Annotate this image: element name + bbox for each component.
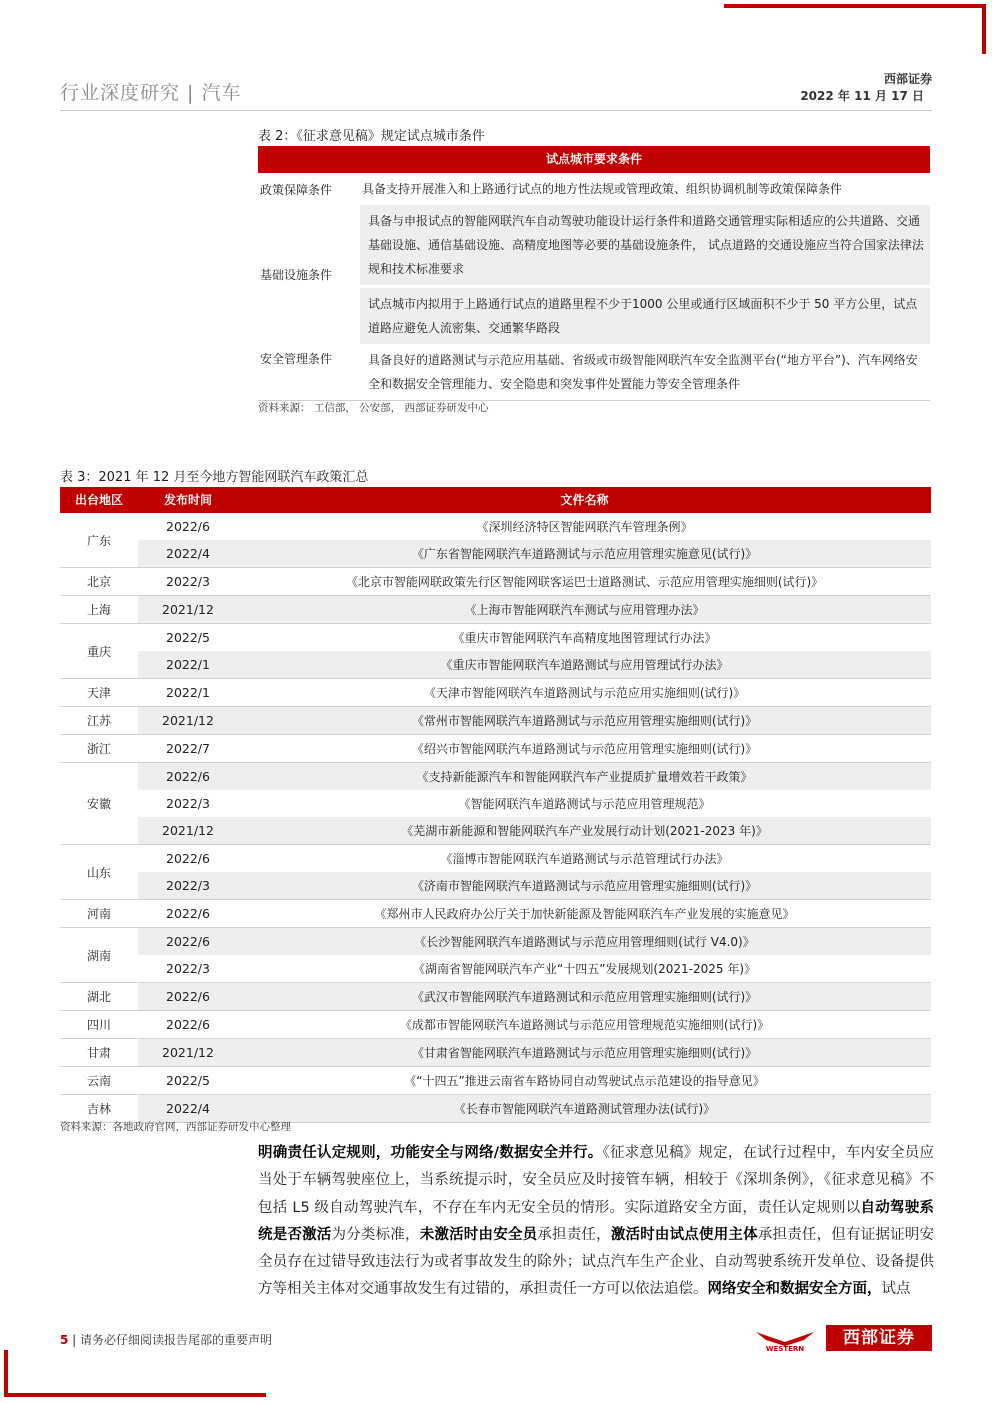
table3-date: 2022/6 — [166, 989, 210, 1004]
table3-date: 2022/3 — [166, 796, 210, 811]
table2-category: 基础设施条件 — [260, 268, 333, 282]
table3-document: 《武汉市智能网联汽车道路测试和示范应用管理实施细则(试行)》 — [411, 990, 758, 1004]
table3-document: 《北京市智能网联政策先行区智能网联客运巴士道路测试、示范应用管理实施细则(试行)》 — [345, 575, 824, 589]
table2-row — [258, 205, 930, 344]
report-category: 行业深度研究 | 汽车 — [60, 82, 242, 104]
table3-date: 2022/6 — [166, 769, 210, 784]
table3-date: 2022/6 — [166, 851, 210, 866]
header-document: 文件名称 — [560, 493, 609, 507]
para-text: 为分类标准， — [331, 1226, 420, 1243]
body-paragraph — [258, 1140, 934, 1304]
table3-document: 《郑州市人民政府办公厅关于加快新能源及智能网联汽车产业发展的实施意见》 — [374, 907, 795, 921]
table2-header: 试点城市要求条件 — [258, 146, 930, 173]
table3-region: 广东 — [86, 533, 111, 548]
table3-document: 《绍兴市智能网联汽车道路测试与示范应用管理实施细则(试行)》 — [411, 742, 758, 756]
table3-region: 上海 — [86, 603, 111, 617]
table3-group — [60, 1067, 931, 1095]
table3-document: 《长春市智能网联汽车道路测试管理办法(试行)》 — [453, 1102, 716, 1116]
table3-date: 2021/12 — [162, 823, 214, 838]
table3-group — [60, 928, 931, 983]
table3-group — [60, 707, 931, 735]
table3-document: 《智能网联汽车道路测试与示范应用管理规范》 — [458, 797, 711, 811]
table3-region: 四川 — [86, 1018, 111, 1032]
table3-date: 2022/4 — [166, 546, 210, 561]
table-row — [138, 1039, 931, 1066]
table3-group — [60, 763, 931, 845]
table3-document: 《甘肃省智能网联汽车道路测试与示范应用管理实施细则(试行)》 — [411, 1046, 758, 1060]
table-row — [138, 1011, 931, 1038]
table2-category: 安全管理条件 — [260, 352, 333, 366]
footer — [60, 1331, 272, 1348]
table-row — [138, 845, 931, 872]
table2 — [258, 146, 930, 401]
table-row — [138, 983, 931, 1010]
table3-document: 《淄博市智能网联汽车道路测试与示范管理试行办法》 — [440, 852, 729, 866]
table3-region: 天津 — [86, 686, 111, 700]
table3-region: 湖北 — [86, 990, 111, 1004]
para-bold: 未激活时由安全员 — [419, 1226, 538, 1243]
table3-date: 2022/7 — [166, 741, 210, 756]
table-row — [138, 955, 931, 982]
table-row — [138, 817, 931, 844]
top-red-line — [724, 4, 986, 8]
table2-title: 表 2：《征求意见稿》规定试点城市条件 — [258, 129, 485, 144]
table3-source: 资料来源：各地政府官网，西部证券研发中心整理 — [60, 1121, 291, 1133]
table-row — [138, 790, 931, 817]
table3-document: 《湖南省智能网联汽车产业“十四五”发展规划(2021-2025 年)》 — [412, 962, 757, 976]
table3-date: 2022/6 — [166, 1017, 210, 1032]
table-row — [138, 513, 931, 540]
table-row — [138, 928, 931, 955]
header-divider — [60, 110, 932, 111]
table3-date: 2022/1 — [166, 685, 210, 700]
table3-region: 河南 — [86, 907, 111, 921]
table3-region: 山东 — [86, 865, 111, 880]
table3-body — [60, 513, 931, 1123]
para-bold: 自动驾驶系统是否激活 — [258, 1199, 934, 1243]
table-row — [138, 596, 931, 623]
table2-category: 政策保障条件 — [260, 182, 333, 197]
table-row — [138, 568, 931, 595]
table2-cell: 具备与申报试点的智能网联汽车自动驾驶功能设计运行条件和道路交通管理实际相适应的公共道路、交通基础设施、通信基础设施、高精度地图等必要的基础设施条件， 试点道路的交通设施应当符合国家法律法规和技术标准要求 — [360, 205, 930, 285]
logo-brand: 西部证券 — [826, 1325, 932, 1351]
table3 — [60, 487, 931, 1123]
table3-group — [60, 624, 931, 679]
table3-group — [60, 983, 931, 1011]
bottom-red-line — [4, 1393, 266, 1397]
table3-date: 2022/6 — [166, 519, 210, 534]
table3-region: 江苏 — [86, 714, 111, 728]
table3-document: 《广东省智能网联汽车道路测试与示范应用管理实施意见(试行)》 — [411, 547, 758, 561]
para-lead: 明确责任认定规则，功能安全与网络/数据安全并行。 — [258, 1145, 603, 1161]
table2-cell: 具备良好的道路测试与示范应用基础、省级或市级智能网联汽车安全监测平台(“地方平台”)、汽车网络安全和数据安全管理能力、安全隐患和突发事件处置能力等安全管理条件 — [368, 353, 918, 391]
table3-document: 《成都市智能网联汽车道路测试与示范应用管理规范实施细则(试行)》 — [399, 1018, 770, 1032]
table3-date: 2022/3 — [166, 961, 210, 976]
para-text: 《征求意见稿》规定，在试行过程中，车内安全员应当处于车辆驾驶座位上，当系统提示时，安全员应及时接管车辆，相较于《深圳条例》，《征求意见稿》不包括 L5 级自动驾驶汽车，不存在车内无安全员的情形。实际道路安全方面，责任认定规则以 — [258, 1145, 935, 1216]
table3-region: 北京 — [86, 575, 111, 589]
western-logo-icon — [752, 1330, 818, 1352]
table-row — [138, 1067, 931, 1094]
table3-group — [60, 568, 931, 596]
para-text: 承担责任，但有证据证明安全员存在过错导致违法行为或者事故发生的除外；试点汽车生产企业、自动驾驶系统开发单位、设备提供方等相关主体对交通事故发生有过错的，承担责任一方可以依法追偿。 — [258, 1226, 935, 1298]
report-date: 2022 年 11 月 17 日 — [800, 89, 924, 103]
table3-region: 重庆 — [86, 644, 111, 659]
table3-region: 吉林 — [86, 1102, 111, 1116]
top-red-line-vertical — [982, 4, 986, 54]
table3-date: 2021/12 — [162, 713, 214, 728]
logo-en-text: WESTERN — [765, 1345, 805, 1352]
table3-document: 《重庆市智能网联汽车道路测试与应用管理试行办法》 — [440, 658, 729, 672]
table-row — [138, 763, 931, 790]
table3-header-row — [60, 487, 931, 513]
table3-document: 《长沙智能网联汽车道路测试与示范应用管理细则(试行 V4.0)》 — [414, 935, 755, 949]
table3-region: 浙江 — [86, 742, 111, 756]
table-row — [138, 624, 931, 651]
table3-document: 《重庆市智能网联汽车高精度地图管理试行办法》 — [452, 631, 717, 645]
table3-group — [60, 679, 931, 707]
table3-document: 《常州市智能网联汽车道路测试与示范应用管理实施细则(试行)》 — [411, 714, 758, 728]
table3-date: 2021/12 — [162, 602, 214, 617]
table3-date: 2021/12 — [162, 1045, 214, 1060]
table3-group — [60, 845, 931, 900]
table3-group — [60, 513, 931, 568]
table3-document: 《深圳经济特区智能网联汽车管理条例》 — [476, 520, 693, 534]
table3-date: 2022/5 — [166, 630, 210, 645]
table3-document: 《“十四五”推进云南省车路协同自动驾驶试点示范建设的指导意见》 — [404, 1074, 765, 1088]
table3-region: 湖南 — [86, 948, 111, 963]
header-region: 出台地区 — [74, 493, 123, 507]
brand-name: 西部证券 — [883, 72, 932, 86]
table3-region: 云南 — [86, 1074, 111, 1088]
table-row — [138, 900, 931, 927]
table2-cell: 试点城市内拟用于上路通行试点的道路里程不少于1000 公里或通行区域面积不少于 50 平方公里，试点道路应避免人流密集、交通繁华路段 — [360, 288, 930, 344]
table2-row — [258, 173, 930, 205]
header-date: 发布时间 — [163, 493, 212, 507]
table3-group — [60, 1039, 931, 1067]
table3-date: 2022/3 — [166, 574, 210, 589]
table3-date: 2022/6 — [166, 934, 210, 949]
table-row — [138, 540, 931, 567]
table2-source: 资料来源： 工信部， 公安部， 西部证券研发中心 — [258, 402, 489, 414]
table3-document: 《支持新能源汽车和智能网联汽车产业提质扩量增效若干政策》 — [416, 770, 753, 784]
table3-document: 《天津市智能网联汽车道路测试与示范应用实施细则(试行)》 — [423, 686, 746, 700]
table2-row — [258, 344, 930, 401]
table3-region: 安徽 — [86, 797, 111, 811]
table-row — [138, 651, 931, 678]
table3-document: 《上海市智能网联汽车测试与应用管理办法》 — [464, 603, 705, 617]
para-bold: 网络安全和数据安全方面， — [707, 1281, 882, 1298]
para-text: 试点 — [881, 1281, 911, 1298]
para-bold: 激活时由试点使用主体 — [610, 1226, 758, 1243]
table3-date: 2022/5 — [166, 1073, 210, 1088]
bottom-red-line-vertical — [4, 1350, 8, 1397]
table3-group — [60, 735, 931, 763]
table3-date: 2022/3 — [166, 878, 210, 893]
footer-disclaimer: | 请务必仔细阅读报告尾部的重要声明 — [68, 1333, 273, 1347]
table3-document: 《济南市智能网联汽车道路测试与示范应用管理实施细则(试行)》 — [411, 879, 758, 893]
page-number: 5 — [60, 1333, 69, 1347]
table3-group — [60, 596, 931, 624]
table3-title: 表 3：2021 年 12 月至今地方智能网联汽车政策汇总 — [60, 470, 369, 485]
table-row — [138, 1095, 931, 1122]
table-row — [138, 735, 931, 762]
table3-date: 2022/1 — [166, 657, 210, 672]
table-row — [138, 707, 931, 734]
table3-group — [60, 1011, 931, 1039]
table3-region: 甘肃 — [86, 1046, 111, 1060]
table-row — [138, 679, 931, 706]
para-text: 承担责任， — [537, 1226, 611, 1243]
table3-group — [60, 900, 931, 928]
table3-date: 2022/6 — [166, 906, 210, 921]
table2-cell: 具备支持开展准入和上路通行试点的地方性法规或管理政策、组织协调机制等政策保障条件 — [362, 182, 843, 196]
table3-date: 2022/4 — [166, 1101, 210, 1116]
table3-document: 《芜湖市新能源和智能网联汽车产业发展行动计划(2021-2023 年)》 — [401, 824, 768, 838]
table-row — [138, 872, 931, 899]
